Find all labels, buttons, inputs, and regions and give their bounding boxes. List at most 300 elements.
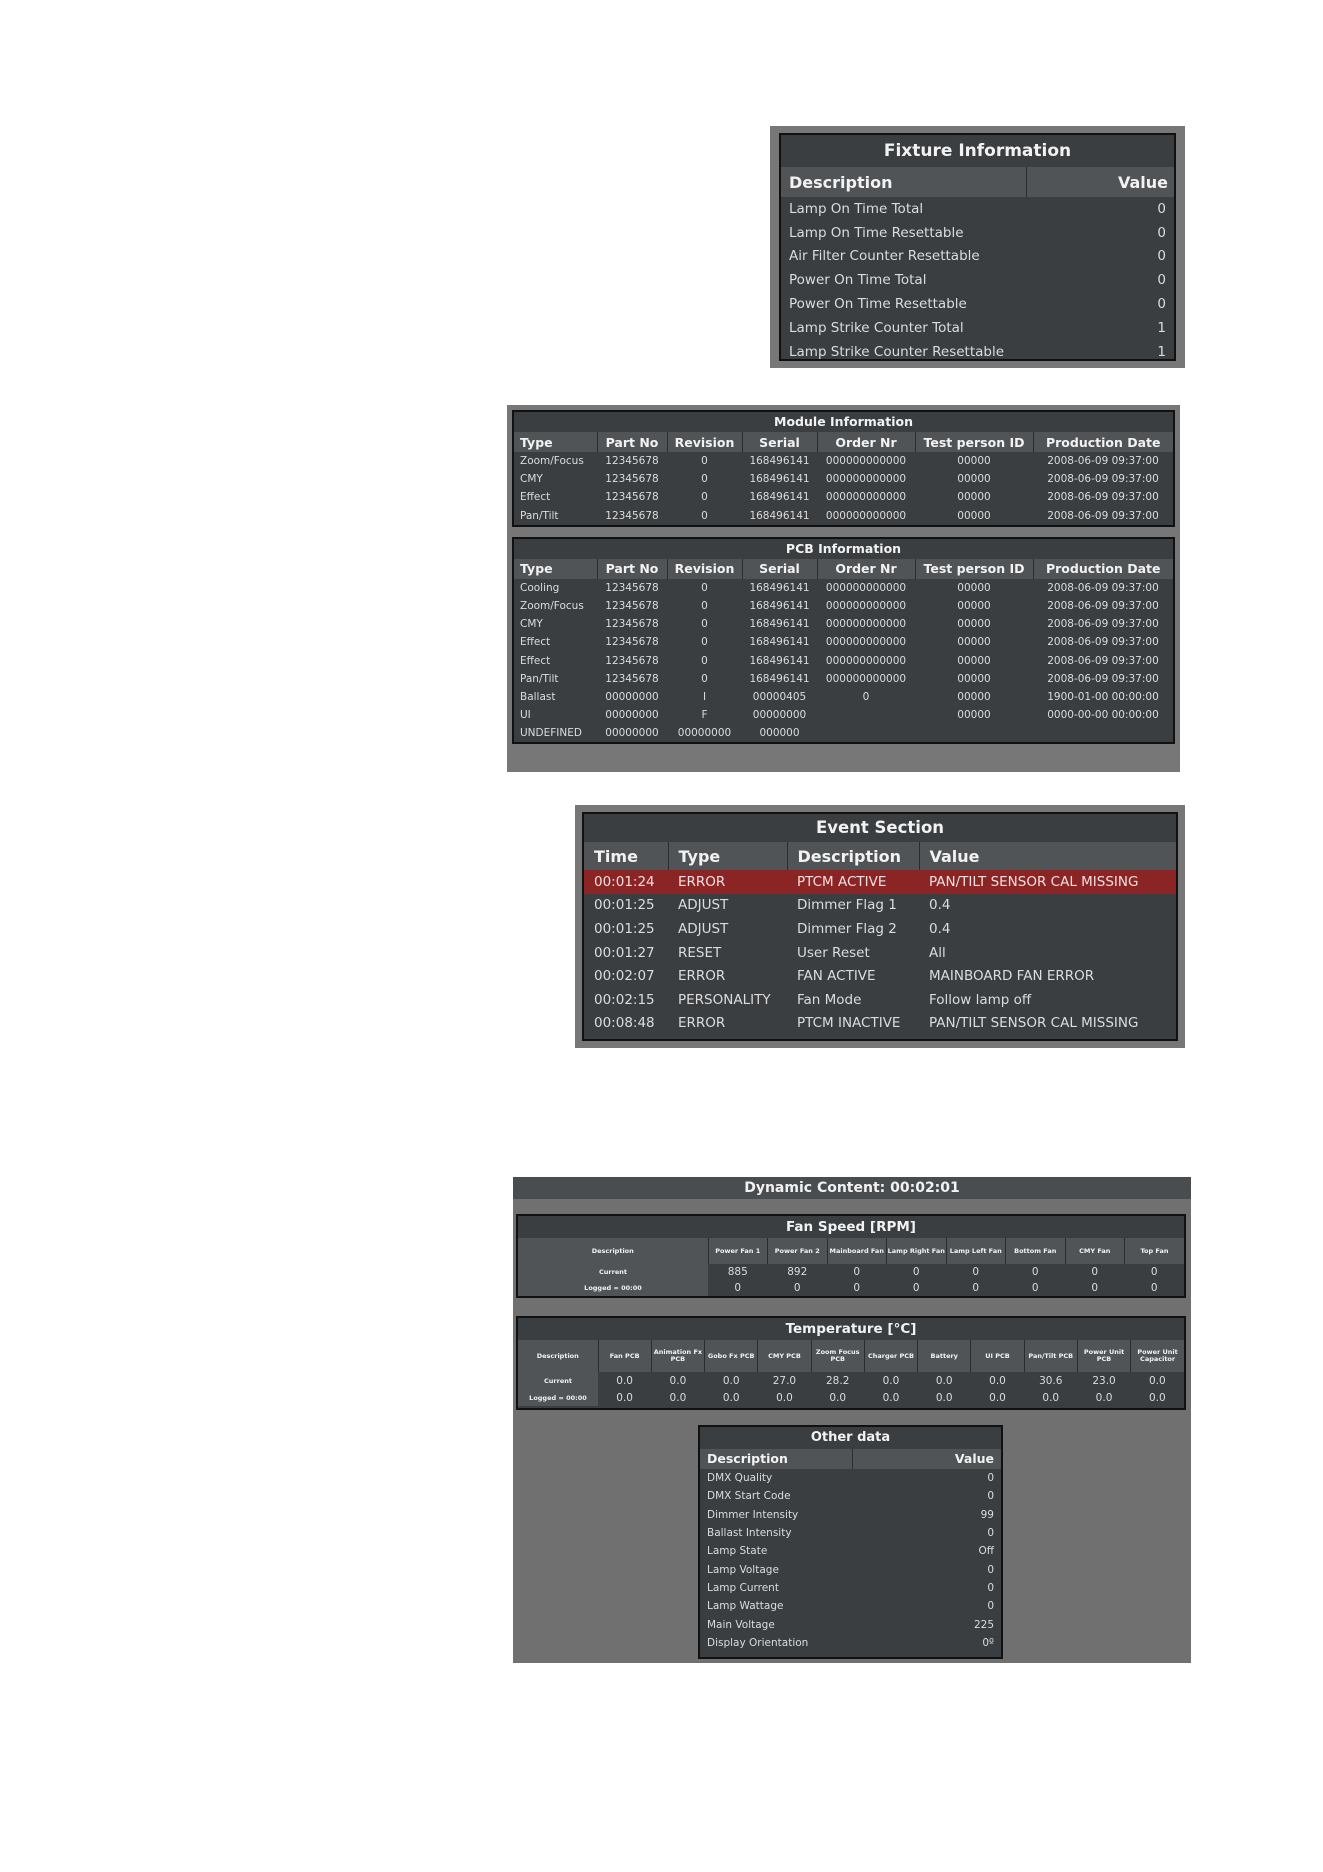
event-value: PAN/TILT SENSOR CAL MISSING xyxy=(929,1015,1139,1032)
table-cell: 12345678 xyxy=(605,636,659,649)
table-cell: 1900-01-00 00:00:00 xyxy=(1047,690,1159,703)
table-cell: Zoom/Focus xyxy=(520,455,584,468)
row-label: Current xyxy=(518,1372,598,1389)
table-row xyxy=(700,1542,1001,1560)
table-cell: 12345678 xyxy=(605,491,659,504)
table-cell: 28.2 xyxy=(826,1374,850,1387)
event-desc: PTCM ACTIVE xyxy=(787,870,919,894)
table-row xyxy=(514,470,1173,488)
event-type: PERSONALITY xyxy=(678,991,771,1008)
column-header: Battery xyxy=(918,1340,971,1372)
table-cell: 0 xyxy=(1150,1282,1158,1294)
event-type: ERROR xyxy=(668,870,787,894)
table-cell: 0 xyxy=(701,473,708,486)
event-time: 00:01:27 xyxy=(594,944,655,961)
table-cell: 0.0 xyxy=(829,1391,847,1404)
event-row xyxy=(584,988,1176,1012)
row-value: 0 xyxy=(987,1563,994,1576)
table-cell: Ballast xyxy=(520,690,556,703)
table-row xyxy=(700,1615,1001,1633)
row-description: Power On Time Total xyxy=(789,272,927,289)
table-cell: 000000000000 xyxy=(825,672,907,685)
row-value: 0 xyxy=(987,1600,994,1613)
table-cell: 000000000000 xyxy=(825,600,907,613)
table-cell: 168496141 xyxy=(749,509,810,522)
temperature-title: Temperature [°C] xyxy=(785,1321,917,1337)
table-cell: UNDEFINED xyxy=(520,727,582,740)
table-cell: 0.0 xyxy=(669,1374,687,1387)
table-row xyxy=(514,724,1173,742)
table-cell: 00000 xyxy=(957,455,991,468)
column-header: Animation Fx PCB xyxy=(651,1340,704,1372)
table-cell: 000000 xyxy=(759,727,800,740)
event-time: 00:01:25 xyxy=(594,920,655,937)
row-value: 0º xyxy=(982,1636,994,1649)
row-description: Lamp Voltage xyxy=(707,1563,779,1576)
event-row xyxy=(584,964,1176,988)
table-row xyxy=(700,1487,1001,1505)
column-header: Fan PCB xyxy=(598,1340,651,1372)
table-cell: 168496141 xyxy=(749,654,810,667)
table-cell: 30.6 xyxy=(1039,1374,1063,1387)
table-cell: 2008-06-09 09:37:00 xyxy=(1047,636,1159,649)
event-time: 00:01:25 xyxy=(594,897,655,914)
table-cell: 0.0 xyxy=(669,1391,687,1404)
event-row xyxy=(584,870,1176,894)
table-row xyxy=(700,1506,1001,1524)
table-cell: 0 xyxy=(701,600,708,613)
table-row xyxy=(700,1560,1001,1578)
row-description: DMX Start Code xyxy=(707,1490,791,1503)
row-description: Lamp Strike Counter Resettable xyxy=(789,343,1005,360)
pcb-information-title: PCB Information xyxy=(785,540,902,556)
column-header: Power Fan 1 xyxy=(708,1238,768,1264)
table-cell: Pan/Tilt xyxy=(520,672,559,685)
column-header: Top Fan xyxy=(1125,1238,1185,1264)
fan-speed-title: Fan Speed [RPM] xyxy=(786,1219,916,1235)
event-value: 0.4 xyxy=(929,897,951,914)
column-header: CMY Fan xyxy=(1065,1238,1125,1264)
table-cell: 0 xyxy=(1150,1266,1158,1278)
event-time: 00:01:24 xyxy=(584,870,668,894)
table-cell: 2008-06-09 09:37:00 xyxy=(1047,455,1159,468)
fixture-information-panel xyxy=(770,126,1185,368)
table-cell: 0000-00-00 00:00:00 xyxy=(1047,709,1159,722)
event-type: RESET xyxy=(678,944,722,961)
pcb-information-box xyxy=(512,537,1175,745)
row-label: Current xyxy=(518,1264,708,1280)
column-header: Test person ID xyxy=(915,432,1033,452)
row-description: Lamp On Time Resettable xyxy=(789,224,964,241)
table-cell: 12345678 xyxy=(605,600,659,613)
event-desc: Fan Mode xyxy=(797,991,862,1008)
column-header: Part No xyxy=(597,559,667,579)
column-header-description: Description xyxy=(700,1449,852,1469)
table-row xyxy=(514,633,1173,651)
column-header-value: Value xyxy=(1026,167,1174,197)
table-cell: 00000000 xyxy=(605,727,659,740)
table-cell: 0.0 xyxy=(1148,1374,1166,1387)
table-cell: 12345678 xyxy=(605,654,659,667)
table-cell: 168496141 xyxy=(749,600,810,613)
fan-speed-box xyxy=(516,1214,1186,1298)
table-cell: 000000000000 xyxy=(825,654,907,667)
table-cell: 12345678 xyxy=(605,509,659,522)
table-row xyxy=(700,1597,1001,1615)
table-cell: 12345678 xyxy=(605,473,659,486)
table-cell: 0.0 xyxy=(882,1374,900,1387)
event-type: ERROR xyxy=(678,1015,726,1032)
dynamic-content-panel xyxy=(513,1177,1191,1663)
table-cell: 000000000000 xyxy=(825,473,907,486)
row-description: Lamp On Time Total xyxy=(789,200,924,217)
column-header: UI PCB xyxy=(971,1340,1024,1372)
column-header: Zoom Focus PCB xyxy=(811,1340,864,1372)
table-cell: 0.0 xyxy=(935,1374,953,1387)
table-cell: 2008-06-09 09:37:00 xyxy=(1047,654,1159,667)
module-information-box xyxy=(512,410,1175,527)
table-cell: 0.0 xyxy=(989,1374,1006,1387)
table-row xyxy=(518,1372,1184,1389)
column-header: Charger PCB xyxy=(864,1340,917,1372)
row-label: Logged = 00:00 xyxy=(518,1280,708,1296)
event-row xyxy=(584,894,1176,918)
column-header: Type xyxy=(514,432,597,452)
column-header: Description xyxy=(787,842,919,870)
table-row xyxy=(514,597,1173,615)
table-cell: 23.0 xyxy=(1092,1374,1116,1387)
table-row xyxy=(781,245,1174,269)
column-header: Lamp Right Fan xyxy=(887,1238,947,1264)
row-description: Lamp Strike Counter Total xyxy=(789,319,964,336)
table-cell: 0.0 xyxy=(1095,1391,1113,1404)
event-value: All xyxy=(929,944,946,961)
table-cell: Zoom/Focus xyxy=(520,600,584,613)
event-desc: Dimmer Flag 1 xyxy=(797,897,897,914)
row-value: 0 xyxy=(1157,248,1166,265)
table-row xyxy=(700,1524,1001,1542)
table-cell: 2008-06-09 09:37:00 xyxy=(1047,618,1159,631)
event-value: MAINBOARD FAN ERROR xyxy=(929,968,1095,985)
table-cell: 0 xyxy=(734,1282,742,1294)
table-cell: 168496141 xyxy=(749,581,810,594)
table-cell: UI xyxy=(520,709,531,722)
event-time: 00:02:07 xyxy=(594,968,655,985)
table-row xyxy=(781,340,1174,364)
table-row xyxy=(518,1264,1184,1280)
column-header: Revision xyxy=(667,559,742,579)
table-cell: 000000000000 xyxy=(825,581,907,594)
table-cell: I xyxy=(702,690,707,703)
table-cell: 0 xyxy=(701,672,708,685)
event-value: 0.4 xyxy=(929,920,951,937)
fixture-information-table xyxy=(781,167,1174,364)
column-header: Description xyxy=(518,1238,708,1264)
table-cell: 000000000000 xyxy=(825,491,907,504)
module-pcb-panel xyxy=(507,405,1180,772)
table-cell: 00000000 xyxy=(677,727,732,740)
table-cell: 0 xyxy=(1091,1266,1099,1278)
table-cell: 0 xyxy=(912,1266,920,1278)
table-cell: 0.0 xyxy=(722,1374,740,1387)
table-cell: 885 xyxy=(727,1266,748,1278)
event-type: ADJUST xyxy=(678,920,729,937)
table-cell: F xyxy=(701,709,708,722)
row-description: Main Voltage xyxy=(707,1618,775,1631)
table-cell xyxy=(817,706,915,724)
column-header: Description xyxy=(518,1340,598,1372)
column-header: Type xyxy=(514,559,597,579)
table-cell: 0 xyxy=(793,1282,801,1294)
row-description: Dimmer Intensity xyxy=(707,1508,799,1521)
column-header: Production Date xyxy=(1033,559,1173,579)
table-cell: 0.0 xyxy=(722,1391,740,1404)
table-cell: 2008-06-09 09:37:00 xyxy=(1047,672,1159,685)
table-cell xyxy=(817,724,915,742)
table-cell: 12345678 xyxy=(605,455,659,468)
column-header: Time xyxy=(584,842,668,870)
table-cell: 2008-06-09 09:37:00 xyxy=(1047,600,1159,613)
table-cell: 168496141 xyxy=(749,473,810,486)
table-row xyxy=(781,316,1174,340)
table-cell: 0.0 xyxy=(1148,1391,1166,1404)
column-header: Mainboard Fan xyxy=(827,1238,887,1264)
table-cell xyxy=(1033,724,1173,742)
table-cell: 0 xyxy=(701,654,708,667)
table-cell: 0 xyxy=(972,1282,980,1294)
table-cell: Pan/Tilt xyxy=(520,509,559,522)
table-row xyxy=(781,221,1174,245)
column-header-value: Value xyxy=(852,1449,1001,1469)
table-cell: 000000000000 xyxy=(825,618,907,631)
table-cell xyxy=(915,724,1033,742)
table-row xyxy=(514,706,1173,724)
column-header-description: Description xyxy=(781,167,1026,197)
row-value: 0 xyxy=(1157,296,1166,313)
temperature-table xyxy=(518,1340,1184,1406)
row-value: 99 xyxy=(980,1508,994,1521)
table-cell: Effect xyxy=(520,636,551,649)
table-cell: 00000 xyxy=(957,618,991,631)
table-cell: 00000 xyxy=(957,600,991,613)
event-row xyxy=(584,917,1176,941)
event-row xyxy=(584,1012,1176,1036)
module-information-title: Module Information xyxy=(774,414,913,429)
event-desc: User Reset xyxy=(797,944,870,961)
column-header: Part No xyxy=(597,432,667,452)
table-row xyxy=(514,488,1173,506)
table-row xyxy=(781,292,1174,316)
table-row xyxy=(700,1634,1001,1652)
table-cell: 0 xyxy=(1031,1266,1039,1278)
table-cell: 00000 xyxy=(957,690,991,703)
table-cell: 000000000000 xyxy=(825,455,907,468)
module-information-table xyxy=(514,432,1173,525)
fixture-information-title: Fixture Information xyxy=(883,141,1072,161)
table-cell: 0 xyxy=(853,1282,861,1294)
column-header: Gobo Fx PCB xyxy=(705,1340,758,1372)
event-desc: FAN ACTIVE xyxy=(797,968,876,985)
table-cell: 00000 xyxy=(957,491,991,504)
table-cell: 00000 xyxy=(957,581,991,594)
temperature-box xyxy=(516,1316,1186,1410)
table-cell: 0.0 xyxy=(882,1391,900,1404)
table-cell: 00000000 xyxy=(605,709,659,722)
event-section-panel xyxy=(575,805,1185,1048)
table-row xyxy=(514,579,1173,597)
table-cell: 2008-06-09 09:37:00 xyxy=(1047,473,1159,486)
table-cell: 2008-06-09 09:37:00 xyxy=(1047,581,1159,594)
table-cell: 00000 xyxy=(957,654,991,667)
row-value: 0 xyxy=(1157,200,1166,217)
row-label: Logged = 00:00 xyxy=(518,1389,598,1406)
column-header: Lamp Left Fan xyxy=(946,1238,1006,1264)
column-header: Revision xyxy=(667,432,742,452)
table-row xyxy=(514,507,1173,525)
row-value: 0 xyxy=(987,1527,994,1540)
table-row xyxy=(518,1389,1184,1406)
table-cell: Effect xyxy=(520,491,551,504)
row-value: 0 xyxy=(987,1490,994,1503)
table-row xyxy=(781,268,1174,292)
table-cell: 00000 xyxy=(957,709,991,722)
row-description: Air Filter Counter Resettable xyxy=(789,248,980,265)
table-cell: 0 xyxy=(1031,1282,1039,1294)
table-row xyxy=(781,197,1174,221)
table-row xyxy=(514,452,1173,470)
event-row xyxy=(584,941,1176,965)
column-header: Test person ID xyxy=(915,559,1033,579)
table-cell: 0 xyxy=(862,690,870,703)
table-cell: 000000000000 xyxy=(825,636,907,649)
table-row xyxy=(514,688,1173,706)
table-cell: 168496141 xyxy=(749,636,810,649)
table-cell: 0.0 xyxy=(616,1374,633,1387)
fan-speed-table xyxy=(518,1238,1184,1296)
table-cell: 12345678 xyxy=(605,618,659,631)
table-cell: 0.0 xyxy=(1042,1391,1060,1404)
table-cell: Cooling xyxy=(520,581,560,594)
table-cell: 12345678 xyxy=(605,672,659,685)
column-header: Serial xyxy=(742,559,817,579)
table-cell: 2008-06-09 09:37:00 xyxy=(1047,491,1159,504)
table-cell: 2008-06-09 09:37:00 xyxy=(1047,509,1159,522)
column-header: Order Nr xyxy=(817,559,915,579)
row-description: Ballast Intensity xyxy=(707,1527,792,1540)
table-cell: 00000405 xyxy=(752,690,807,703)
table-cell: 00000 xyxy=(957,636,991,649)
table-cell: 168496141 xyxy=(749,672,810,685)
table-cell: CMY xyxy=(520,473,543,486)
table-cell: 0 xyxy=(701,491,708,504)
table-cell: 892 xyxy=(787,1266,808,1278)
table-cell: 12345678 xyxy=(605,581,659,594)
table-cell: 27.0 xyxy=(772,1374,797,1387)
table-cell: 0.0 xyxy=(776,1391,793,1404)
table-cell: 0 xyxy=(701,509,708,522)
column-header: Type xyxy=(668,842,787,870)
row-value: 1 xyxy=(1157,319,1166,336)
dynamic-content-title: Dynamic Content: 00:02:01 xyxy=(513,1177,1191,1199)
table-cell: 168496141 xyxy=(749,455,810,468)
row-value: 0 xyxy=(987,1581,994,1594)
column-header: Serial xyxy=(742,432,817,452)
column-header: Order Nr xyxy=(817,432,915,452)
table-row xyxy=(514,615,1173,633)
row-description: DMX Quality xyxy=(707,1472,773,1485)
event-section-table xyxy=(584,842,1176,1035)
table-cell: 00000 xyxy=(957,509,991,522)
pcb-information-table xyxy=(514,559,1173,743)
table-cell: 0 xyxy=(912,1282,920,1294)
table-cell: CMY xyxy=(520,618,543,631)
table-row xyxy=(514,670,1173,688)
row-value: 225 xyxy=(973,1618,994,1631)
table-cell: 00000 xyxy=(957,473,991,486)
row-value: 0 xyxy=(1157,224,1166,241)
row-description: Display Orientation xyxy=(707,1636,809,1649)
table-cell: 0.0 xyxy=(616,1391,633,1404)
table-cell: 0 xyxy=(701,618,708,631)
other-data-box xyxy=(698,1425,1003,1659)
table-cell: Effect xyxy=(520,654,551,667)
row-description: Power On Time Resettable xyxy=(789,296,967,313)
column-header: Power Unit Capacitor xyxy=(1131,1340,1184,1372)
other-data-title: Other data xyxy=(810,1430,891,1445)
table-cell: 000000000000 xyxy=(825,509,907,522)
event-type: ADJUST xyxy=(678,897,729,914)
row-description: Lamp Wattage xyxy=(707,1600,784,1613)
column-header: Pan/Tilt PCB xyxy=(1024,1340,1077,1372)
column-header: Bottom Fan xyxy=(1006,1238,1066,1264)
column-header: Production Date xyxy=(1033,432,1173,452)
table-row xyxy=(518,1280,1184,1296)
row-value: 0 xyxy=(1157,272,1166,289)
table-cell: 00000000 xyxy=(752,709,807,722)
table-cell: 0 xyxy=(853,1266,861,1278)
column-header: Power Fan 2 xyxy=(768,1238,828,1264)
row-description: Lamp Current xyxy=(707,1581,779,1594)
event-time: 00:08:48 xyxy=(594,1015,655,1032)
table-cell: 0 xyxy=(701,455,708,468)
table-cell: 0 xyxy=(701,581,708,594)
other-data-table xyxy=(700,1449,1001,1652)
table-cell: 0 xyxy=(701,636,708,649)
row-description: Lamp State xyxy=(707,1545,768,1558)
table-cell: 0 xyxy=(972,1266,980,1278)
table-cell: 00000 xyxy=(957,672,991,685)
event-value: Follow lamp off xyxy=(929,991,1032,1008)
event-section-title: Event Section xyxy=(815,818,945,837)
event-time: 00:02:15 xyxy=(594,991,655,1008)
column-header: CMY PCB xyxy=(758,1340,811,1372)
event-value: PAN/TILT SENSOR CAL MISSING xyxy=(919,870,1176,894)
table-cell: 0.0 xyxy=(989,1391,1006,1404)
event-type: ERROR xyxy=(678,968,726,985)
event-desc: Dimmer Flag 2 xyxy=(797,920,897,937)
column-header: Power Unit PCB xyxy=(1077,1340,1130,1372)
table-row xyxy=(700,1579,1001,1597)
table-row xyxy=(700,1469,1001,1487)
table-row xyxy=(514,652,1173,670)
row-value: 1 xyxy=(1157,343,1166,360)
table-cell: 0.0 xyxy=(935,1391,953,1404)
table-cell: 00000000 xyxy=(605,690,659,703)
table-cell: 0 xyxy=(1091,1282,1099,1294)
table-cell: 168496141 xyxy=(749,618,810,631)
row-value: Off xyxy=(978,1545,994,1558)
table-cell: 168496141 xyxy=(749,491,810,504)
